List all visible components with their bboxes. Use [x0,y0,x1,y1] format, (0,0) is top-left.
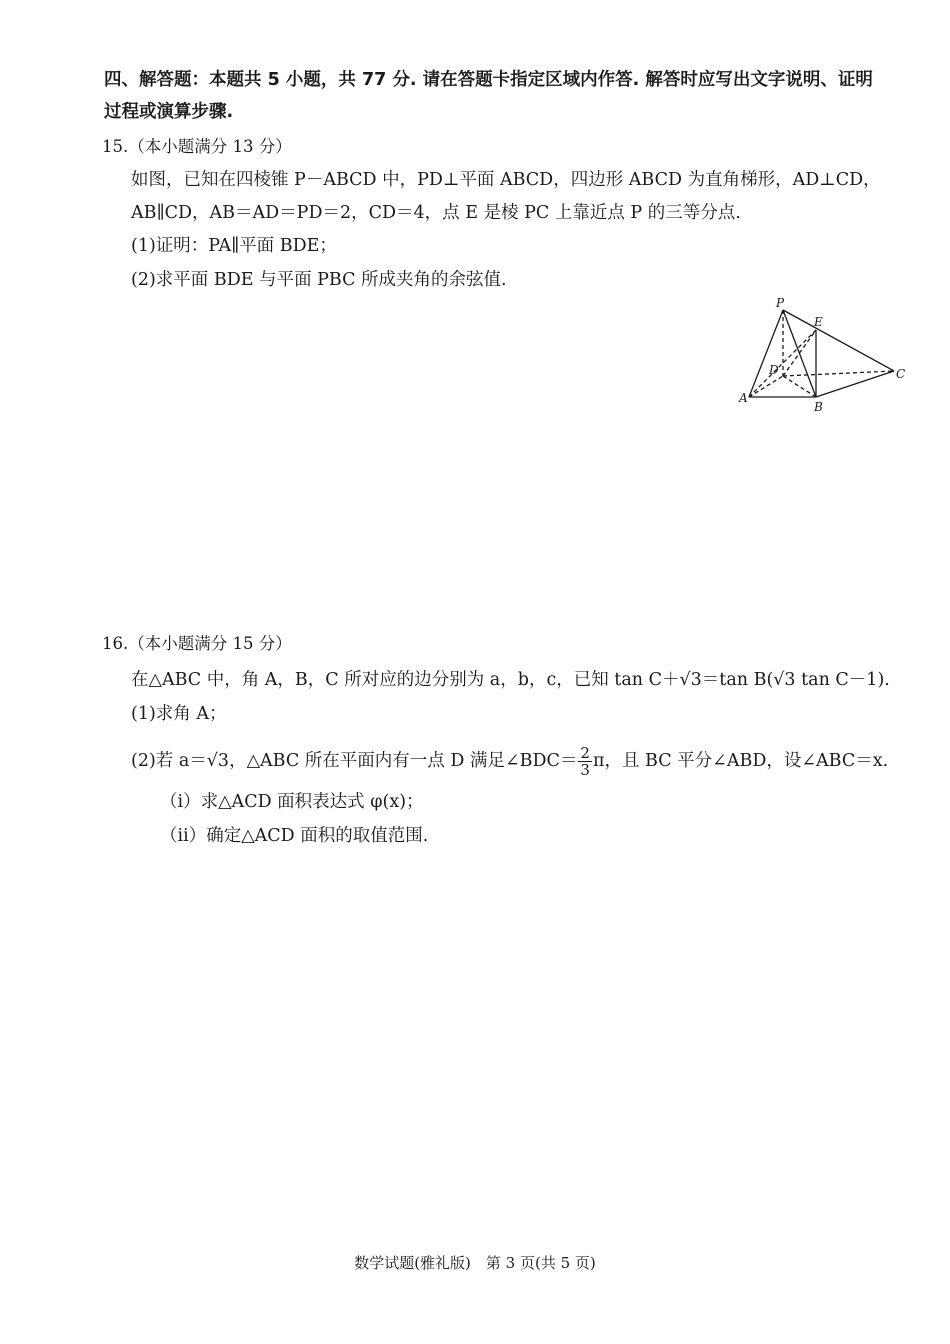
q16-part1: (1)求角 A； [131,704,227,724]
section-instructions-line2: 过程或演算步骤. [104,102,234,122]
page-footer: 数学试题(雅礼版) 第 3 页(共 5 页) [354,1254,596,1272]
edge-DE [783,330,816,376]
q16-part2-text-b: π，且 BC 平分∠ABD，设∠ABC＝x. [592,751,889,771]
q15-stem-line1: 如图，已知在四棱锥 P－ABCD 中，PD⊥平面 ABCD，四边形 ABCD 为直角梯形，AD⊥CD， [131,170,881,190]
q15-stem-line2: AB∥CD，AB＝AD＝PD＝2，CD＝4，点 E 是棱 PC 上靠近点 P 的三等分点. [131,203,741,223]
label-D: D [769,363,779,377]
edge-BC [816,371,894,397]
q16-sub1: （ⅰ）求△ACD 面积表达式 φ(x)； [160,792,424,812]
fraction-two-thirds [578,745,592,778]
q16-part2 [131,745,888,778]
q15-part1: (1)证明：PA∥平面 BDE； [131,236,337,256]
label-A: A [739,391,748,405]
q16-header: 16.（本小题满分 15 分） [102,634,292,653]
edge-PB [783,310,816,397]
q15-header: 15.（本小题满分 13 分） [102,137,292,156]
edge-DB [783,376,816,397]
q16-part2-text-a: (2)若 a＝√3，△ABC 所在平面内有一点 D 满足∠BDC＝ [131,751,578,771]
edge-PA [749,310,783,397]
edge-DC [783,371,894,376]
label-B: B [814,400,823,414]
label-E: E [814,315,823,329]
q16-stem: 在△ABC 中，角 A，B，C 所对应的边分别为 a，b，c，已知 tan C＋√3＝tan B(√3 tan C－1). [131,670,890,690]
edge-PC [783,310,894,371]
fraction-numerator: 2 [580,744,590,762]
label-C: C [896,367,906,381]
q15-part2: (2)求平面 BDE 与平面 PBC 所成夹角的余弦值. [131,270,507,290]
q16-sub2: （ⅱ）确定△ACD 面积的取值范围. [160,826,429,846]
label-P: P [776,296,785,310]
pyramid-figure [736,296,916,414]
section-instructions-line1: 四、解答题：本题共 5 小题，共 77 分. 请在答题卡指定区域内作答. 解答时应写出文字说明、证明 [104,70,873,90]
fraction-denominator: 3 [580,761,590,779]
